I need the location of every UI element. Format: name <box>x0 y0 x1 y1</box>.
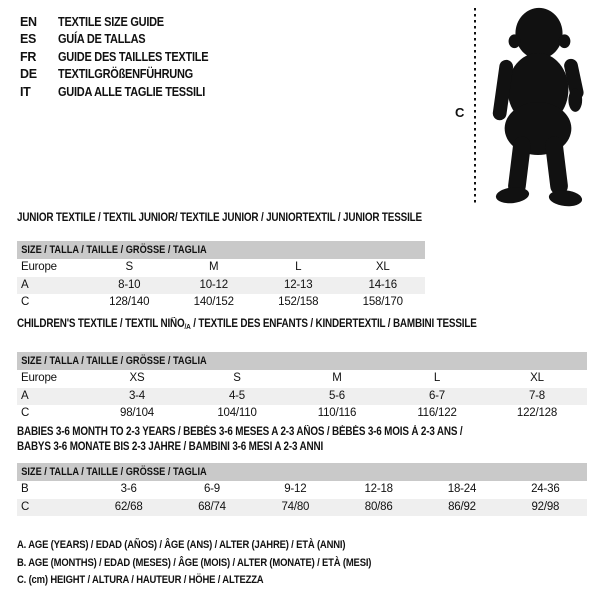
size-value: 24-36 <box>531 483 560 495</box>
size-value: 4-5 <box>228 389 246 402</box>
table-row <box>17 481 587 499</box>
size-value: 3-6 <box>120 483 137 495</box>
size-value: 9-12 <box>284 483 307 495</box>
size-value: 14-16 <box>368 278 397 291</box>
table-row <box>17 388 587 406</box>
table-row <box>17 370 587 388</box>
size-value: 152/158 <box>278 296 319 308</box>
size-value: XL <box>375 261 390 273</box>
size-value: 128/140 <box>109 296 150 308</box>
toddler-silhouette-image <box>481 3 596 209</box>
section-title <box>17 317 587 334</box>
size-header-bar <box>17 463 587 481</box>
size-value: L <box>433 372 441 384</box>
size-value: 92/98 <box>531 500 560 513</box>
size-value: M <box>209 261 219 273</box>
section-title <box>17 211 425 226</box>
size-value: 7-8 <box>528 389 546 402</box>
language-row <box>20 66 229 84</box>
size-value: XS <box>129 372 145 384</box>
language-code: IT <box>20 84 31 99</box>
language-row <box>20 48 229 66</box>
size-value: 116/122 <box>417 407 457 419</box>
size-table <box>17 352 587 423</box>
table-row <box>17 277 425 295</box>
footnote: C. (cm) HEIGHT / ALTURA / HAUTEUR / HÖHE / ALTEZZA <box>17 574 264 586</box>
size-value: 6-9 <box>203 483 220 495</box>
row-label: A <box>21 389 29 402</box>
size-value: 86/92 <box>448 500 476 513</box>
row-label: A <box>21 278 29 291</box>
size-value: M <box>332 372 342 384</box>
size-value: S <box>125 261 133 273</box>
title-text: BABYS 3-6 MONATE BIS 2-3 JAHRE / BAMBINI 3-6 MESI A 2-3 ANNI <box>17 441 324 453</box>
title-subscript: /A <box>184 322 191 331</box>
table-row <box>17 259 425 277</box>
row-label: C <box>21 296 30 308</box>
title-text: / TEXTILE DES ENFANTS / KINDERTEXTIL / BAMBINI TESSILE <box>190 318 477 330</box>
footnote: B. AGE (MONTHS) / EDAD (MESES) / ÂGE (MOIS) / ALTER (MONATE) / ETÀ (MESI) <box>17 556 372 569</box>
language-row <box>20 13 229 31</box>
size-value: 158/170 <box>362 296 403 308</box>
size-value: 98/104 <box>120 407 154 419</box>
size-table <box>17 463 587 516</box>
size-header-label: SIZE / TALLA / TAILLE / GRÖSSE / TAGLIA <box>21 466 207 478</box>
language-code: ES <box>20 32 37 47</box>
language-row <box>20 31 229 49</box>
table-rows <box>17 481 587 516</box>
row-label: C <box>21 500 30 513</box>
row-label: Europe <box>21 261 57 273</box>
row-label: C <box>21 407 30 419</box>
size-value: 12-13 <box>284 278 313 291</box>
title-text: BABIES 3-6 MONTH TO 2-3 YEARS / BEBÉS 3-6 MESES A 2-3 AÑOS / BÉBÉS 3-6 MOIS À 2-3 ANS / <box>17 426 463 438</box>
size-value: 110/116 <box>317 407 357 419</box>
language-code: FR <box>20 49 37 64</box>
table-row <box>17 294 425 312</box>
size-header-label: SIZE / TALLA / TAILLE / GRÖSSE / TAGLIA <box>21 244 207 256</box>
section-title <box>17 425 587 455</box>
size-value: 10-12 <box>199 278 228 291</box>
language-label: TEXTILGRÖßENFÜHRUNG <box>58 67 193 82</box>
size-value: 140/152 <box>193 296 234 308</box>
footnotes <box>17 537 429 590</box>
section-title-line <box>17 425 507 440</box>
language-label: GUÍA DE TALLAS <box>58 32 146 47</box>
height-dashed-line <box>474 8 476 205</box>
section-title-line <box>17 211 422 226</box>
language-code: EN <box>20 14 37 29</box>
language-row <box>20 83 229 101</box>
size-value: 74/80 <box>281 500 310 513</box>
size-table <box>17 241 425 312</box>
babies-size-section <box>17 425 587 516</box>
size-value: L <box>295 261 302 273</box>
title-text: CHILDREN'S TEXTILE / TEXTIL NIÑO <box>17 318 185 330</box>
size-value: 5-6 <box>328 389 346 402</box>
section-title-line <box>17 317 507 334</box>
size-value: XL <box>530 372 544 384</box>
size-value: 18-24 <box>447 483 477 495</box>
language-label: GUIDA ALLE TAGLIE TESSILI <box>58 84 206 99</box>
size-value: 6-7 <box>428 389 446 402</box>
size-header-bar <box>17 352 587 370</box>
size-value: 62/68 <box>114 500 143 513</box>
size-value: 122/128 <box>516 407 558 419</box>
size-value: 68/74 <box>198 500 226 513</box>
size-value: 80/86 <box>364 500 393 513</box>
table-row <box>17 499 587 517</box>
size-value: 104/110 <box>217 407 257 419</box>
row-label: Europe <box>21 372 57 384</box>
table-row <box>17 405 587 423</box>
language-label: TEXTILE SIZE GUIDE <box>58 14 164 29</box>
children-size-section <box>17 317 587 423</box>
language-label: GUIDE DES TAILLES TEXTILE <box>58 49 209 64</box>
section-title-line <box>17 440 507 455</box>
row-label: B <box>21 483 29 495</box>
table-rows <box>17 259 425 312</box>
size-header-label: SIZE / TALLA / TAILLE / GRÖSSE / TAGLIA <box>21 355 207 367</box>
title-text: JUNIOR TEXTILE / TEXTIL JUNIOR/ TEXTILE JUNIOR / JUNIORTEXTIL / JUNIOR TESSILE <box>17 212 422 224</box>
size-value: 12-18 <box>364 483 393 495</box>
table-rows <box>17 370 587 423</box>
size-header-bar <box>17 241 425 259</box>
size-value: S <box>233 372 241 384</box>
size-value: 8-10 <box>118 278 141 291</box>
language-list <box>20 13 229 101</box>
junior-size-section <box>17 211 425 312</box>
footnote: A. AGE (YEARS) / EDAD (AÑOS) / ÂGE (ANS) / ALTER (JAHRE) / ETÀ (ANNI) <box>17 539 346 551</box>
language-code: DE <box>20 67 37 82</box>
size-value: 3-4 <box>128 389 146 402</box>
height-marker-label: C <box>455 105 465 120</box>
